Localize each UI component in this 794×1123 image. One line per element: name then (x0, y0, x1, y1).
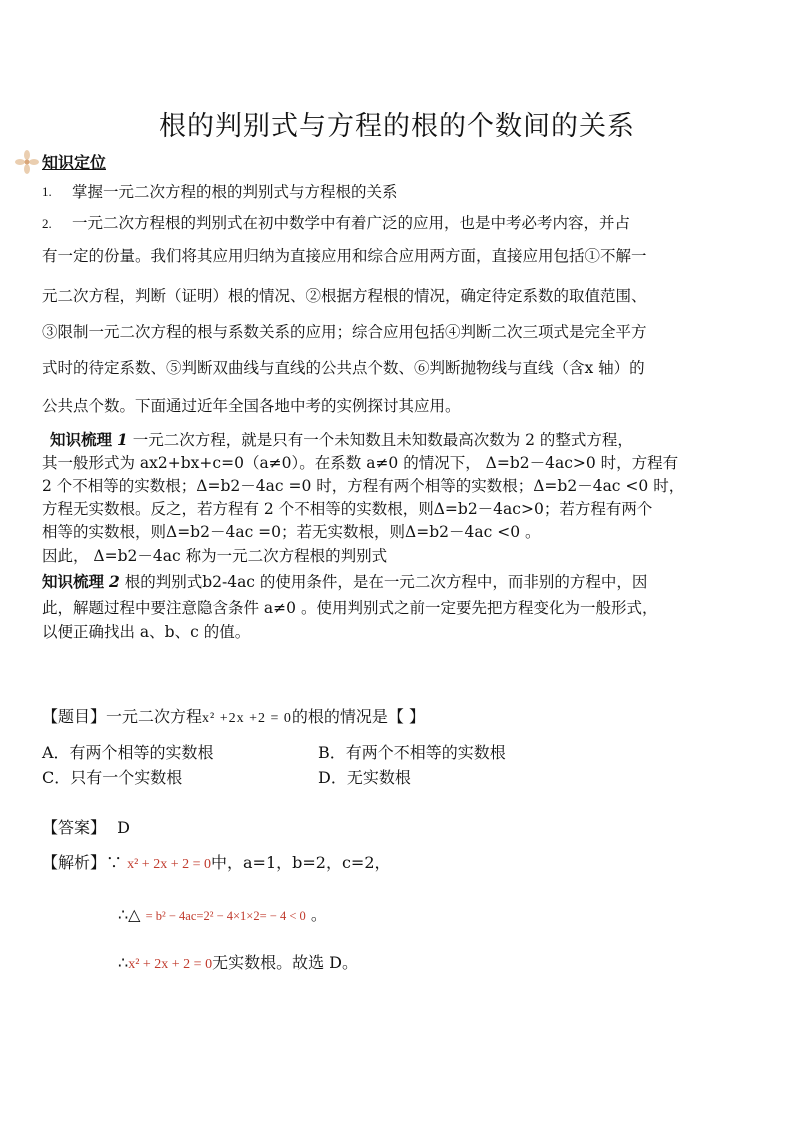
goal-text-2-line-5: 式时的待定系数、⑤判断双曲线与直线的公共点个数、⑥判断抛物线与直线（含x 轴）的 (42, 359, 645, 377)
knowledge-1-line-5: 相等的实数根，则Δ=b2－4ac =0；若无实数根，则Δ=b2－4ac <0 。 (42, 523, 541, 541)
goal-text-2-line-4: ③限制一元二次方程的根与系数关系的应用；综合应用包括④判断二次三项式是完全平方 (42, 323, 647, 341)
analysis-line-1 (42, 850, 391, 873)
knowledge-2-line-2: 此，解题过程中要注意隐含条件 a≠0 。使用判别式之前一定要先把方程变化为一般形式， (42, 599, 658, 617)
knowledge-1-line-1: 一元二次方程，就是只有一个未知数且未知数最高次数为 2 的整式方程， (132, 431, 633, 449)
analysis-line-2 (118, 902, 327, 925)
goal-text-2-line-2: 有一定的份量。我们将其应用归纳为直接应用和综合应用两方面，直接应用包括①不解一 (42, 247, 647, 265)
question-equation: x² +2x +2 = 0 (202, 711, 292, 726)
goal-number-2: 2. (42, 216, 52, 231)
analysis-equation-3: x² + 2x + 2 = 0 (128, 957, 213, 972)
section-heading: 知识定位 (42, 153, 107, 172)
goal-text-2-line-3: 元二次方程，判断（证明）根的情况、②根据方程根的情况，确定待定系数的取值范围、 (42, 287, 647, 305)
knowledge-1-heading (50, 428, 633, 450)
goal-text-2-line-6: 公共点个数。下面通过近年全国各地中考的实例探讨其应用。 (42, 397, 461, 415)
page-title: 根的判别式与方程的根的个数间的关系 (159, 111, 635, 142)
knowledge-1-line-2: 其一般形式为 ax2+bx+c=0（a≠0）。在系数 a≠0 的情况下， Δ=b2－4ac>0 时，方程有 (42, 454, 679, 472)
analysis-therefore: ∴ (118, 953, 129, 972)
analysis-line-2-suffix: 。 (310, 905, 327, 924)
analysis-equation-1: x² + 2x + 2 = 0 (127, 857, 211, 872)
goal-number-1: 1. (42, 184, 52, 199)
flower-icon (14, 149, 40, 175)
knowledge-2-line-3: 以便正确找出 a、b、c 的值。 (42, 623, 251, 641)
answer-label: 【答案】 (42, 818, 107, 837)
option-c: C．只有一个实数根 (42, 768, 183, 787)
analysis-equation-2: = b² − 4ac=2² − 4×1×2= − 4 < 0 (145, 909, 306, 923)
goal-text-2-line-1: 一元二次方程根的判别式在初中数学中有着广泛的应用，也是中考必考内容，并占 (72, 214, 631, 232)
knowledge-1-line-6: 因此， Δ=b2－4ac 称为一元二次方程根的判别式 (42, 547, 388, 565)
option-b: B．有两个不相等的实数根 (318, 743, 506, 762)
option-a: A．有两个相等的实数根 (42, 743, 214, 762)
knowledge-1-label: 知识梳理 (50, 430, 113, 449)
question-line (42, 704, 425, 727)
question-suffix: 的根的情况是【 】 (291, 707, 425, 726)
knowledge-1-line-3: 2 个不相等的实数根；Δ=b2－4ac =0 时，方程有两个相等的实数根；Δ=b2－4ac <0 时， (42, 477, 685, 495)
analysis-label: 【解析】∵ (42, 853, 123, 872)
answer-value: D (117, 818, 130, 837)
knowledge-1-number: 1 (116, 430, 128, 449)
knowledge-2-heading (42, 570, 647, 592)
answer-line (42, 815, 130, 838)
analysis-line-3-suffix: 无实数根。故选 D。 (212, 953, 358, 972)
analysis-line-1-suffix: 中，a=1，b=2，c=2， (211, 853, 391, 872)
knowledge-1-line-4: 方程无实数根。反之，若方程有 2 个不相等的实数根，则Δ=b2－4ac>0；若方程有两个 (42, 500, 653, 518)
knowledge-2-number: 2 (108, 572, 120, 591)
question-prefix: 【题目】一元二次方程 (42, 707, 203, 726)
knowledge-2-line-1: 根的判别式b2-4ac 的使用条件，是在一元二次方程中，而非别的方程中，因 (124, 573, 648, 591)
analysis-line-3 (118, 950, 358, 973)
goal-text-1: 掌握一元二次方程的根的判别式与方程根的关系 (72, 183, 398, 201)
option-d: D．无实数根 (318, 768, 411, 787)
knowledge-2-label: 知识梳理 (42, 572, 105, 591)
analysis-therefore-delta: ∴△ (118, 905, 141, 924)
